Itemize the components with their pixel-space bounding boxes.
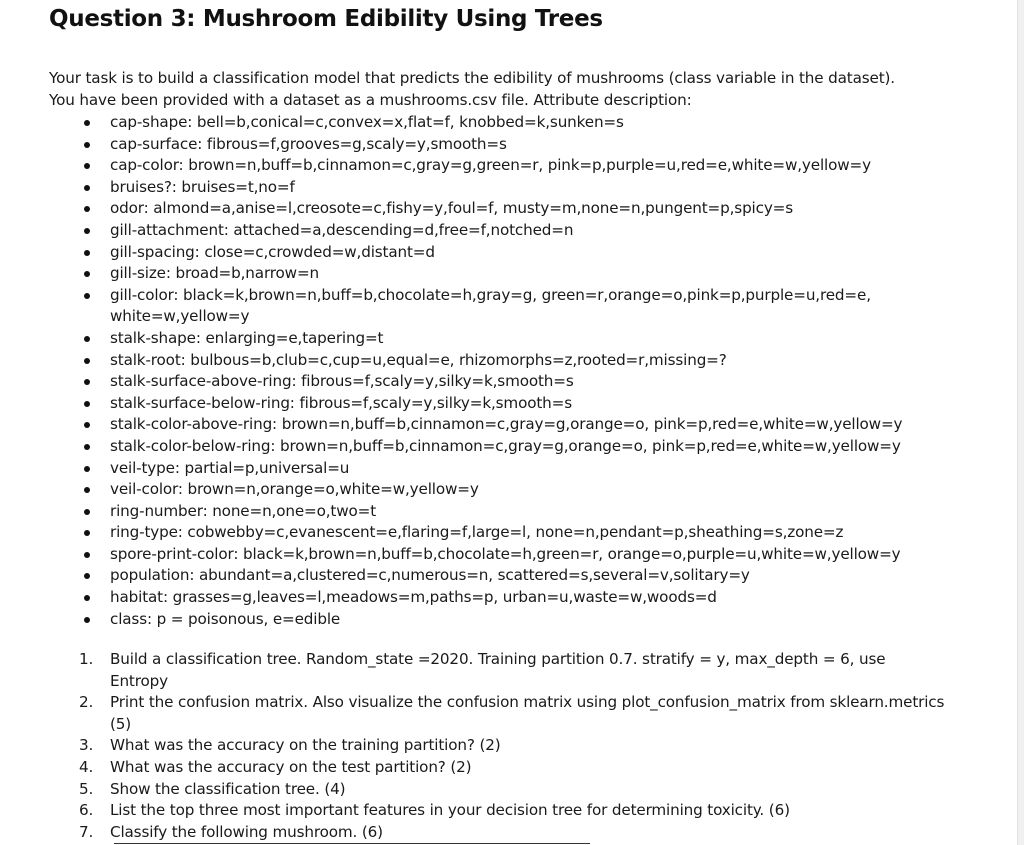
attribute-item [0, 285, 940, 328]
task-text: Show the classification tree. (4) [110, 779, 346, 798]
task-item [0, 757, 945, 779]
attribute-item [0, 522, 940, 544]
attribute-item [0, 220, 940, 242]
question-title: Question 3: Mushroom Edibility Using Trees [49, 6, 603, 32]
attribute-text: stalk-color-above-ring: brown=n,buff=b,cinnamon=c,gray=g,orange=o, pink=p,red=e,white=w,yellow=y [110, 415, 903, 434]
attribute-item [0, 609, 940, 631]
attribute-text: bruises?: bruises=t,no=f [110, 177, 295, 196]
bullet-icon [84, 185, 90, 191]
task-text: List the top three most important features in your decision tree for determining toxicity. (6) [110, 801, 790, 820]
bullet-icon [84, 509, 90, 515]
attribute-item [0, 263, 940, 285]
attribute-text: stalk-color-below-ring: brown=n,buff=b,cinnamon=c,gray=g,orange=o, pink=p,red=e,white=w,yellow=y [110, 436, 901, 455]
bullet-icon [84, 336, 90, 342]
bullet-icon [84, 401, 90, 407]
task-text: What was the accuracy on the training partition? (2) [110, 736, 501, 755]
task-number: 1. [79, 650, 94, 668]
bullet-icon [84, 206, 90, 212]
bullet-icon [84, 250, 90, 256]
attribute-text: gill-spacing: close=c,crowded=w,distant=d [110, 242, 435, 261]
attribute-item [0, 350, 940, 372]
bullet-icon [84, 271, 90, 277]
intro-line: You have been provided with a dataset as a mushrooms.csv file. Attribute description: [49, 90, 692, 109]
task-item [0, 649, 945, 692]
bullet-icon [84, 120, 90, 126]
bullet-icon [84, 530, 90, 536]
attribute-text: habitat: grasses=g,leaves=l,meadows=m,paths=p, urban=u,waste=w,woods=d [110, 588, 717, 607]
task-item [0, 735, 945, 757]
attribute-item [0, 587, 940, 609]
attribute-item [0, 458, 940, 480]
attribute-item [0, 479, 940, 501]
attribute-text: stalk-surface-above-ring: fibrous=f,scaly=y,silky=k,smooth=s [110, 372, 574, 391]
task-list [0, 649, 945, 843]
bullet-icon [84, 444, 90, 450]
bullet-icon [84, 379, 90, 385]
task-number: 7. [79, 822, 94, 841]
task-number: 3. [79, 736, 94, 755]
task-item [0, 779, 945, 801]
task-item [0, 800, 945, 822]
task-item [0, 692, 945, 735]
attribute-item [0, 134, 940, 156]
attribute-item [0, 328, 940, 350]
attribute-text: odor: almond=a,anise=l,creosote=c,fishy=y,foul=f, musty=m,none=n,pungent=p,spicy=s [110, 199, 794, 218]
attribute-list [0, 112, 940, 630]
attribute-item [0, 177, 940, 199]
attribute-item [0, 501, 940, 523]
task-number: 4. [79, 757, 94, 776]
scrollbar-track[interactable] [1017, 0, 1024, 845]
attribute-text: gill-size: broad=b,narrow=n [110, 264, 319, 283]
attribute-text: cap-color: brown=n,buff=b,cinnamon=c,gray=g,green=r, pink=p,purple=u,red=e,white=w,yellow=y [110, 156, 871, 175]
bullet-icon [84, 617, 90, 623]
attribute-text: spore-print-color: black=k,brown=n,buff=b,chocolate=h,green=r, orange=o,purple=u,white=w,yellow=y [110, 544, 901, 563]
attribute-text: ring-type: cobwebby=c,evanescent=e,flaring=f,large=l, none=n,pendant=p,sheathing=s,zone=z [110, 523, 844, 542]
task-item [0, 822, 945, 844]
attribute-text: veil-type: partial=p,universal=u [110, 458, 350, 477]
task-number: 6. [79, 801, 94, 820]
task-text: Classify the following mushroom. (6) [110, 822, 383, 841]
table-top-border [114, 843, 590, 844]
bullet-icon [84, 358, 90, 364]
task-text: What was the accuracy on the test partition? (2) [110, 757, 472, 776]
attribute-item [0, 112, 940, 134]
attribute-text: cap-shape: bell=b,conical=c,convex=x,flat=f, knobbed=k,sunken=s [110, 113, 624, 131]
bullet-icon [84, 142, 90, 148]
bullet-icon [84, 595, 90, 601]
attribute-text: stalk-surface-below-ring: fibrous=f,scaly=y,silky=k,smooth=s [110, 393, 572, 412]
attribute-item [0, 436, 940, 458]
attribute-item [0, 393, 940, 415]
intro-paragraph [49, 68, 989, 111]
task-text: Print the confusion matrix. Also visualize the confusion matrix using plot_confusion_matrix from sklearn.metrics (5) [110, 693, 945, 733]
attribute-item [0, 242, 940, 264]
bullet-icon [84, 466, 90, 472]
attribute-text: ring-number: none=n,one=o,two=t [110, 501, 377, 520]
attribute-text: gill-color: black=k,brown=n,buff=b,chocolate=h,gray=g, green=r,orange=o,pink=p,purple=u,red=e, white=w,yellow=y [110, 285, 871, 326]
task-text: Build a classification tree. Random_state =2020. Training partition 0.7. stratify = y, max_depth = 6, use Entropy [110, 650, 886, 690]
attribute-item [0, 565, 940, 587]
bullet-icon [84, 293, 90, 299]
bullet-icon [84, 573, 90, 579]
attribute-item [0, 371, 940, 393]
attribute-text: stalk-root: bulbous=b,club=c,cup=u,equal=e, rhizomorphs=z,rooted=r,missing=? [110, 350, 727, 369]
task-number: 2. [79, 693, 94, 712]
bullet-icon [84, 552, 90, 558]
attribute-text: gill-attachment: attached=a,descending=d,free=f,notched=n [110, 220, 574, 239]
attribute-item [0, 414, 940, 436]
attribute-text: cap-surface: fibrous=f,grooves=g,scaly=y,smooth=s [110, 134, 507, 153]
bullet-icon [84, 487, 90, 493]
attribute-item [0, 198, 940, 220]
attribute-text: class: p = poisonous, e=edible [110, 609, 341, 628]
bullet-icon [84, 422, 90, 428]
attribute-item [0, 155, 940, 177]
attribute-text: population: abundant=a,clustered=c,numerous=n, scattered=s,several=v,solitary=y [110, 566, 750, 585]
attribute-text: veil-color: brown=n,orange=o,white=w,yellow=y [110, 480, 479, 499]
bullet-icon [84, 228, 90, 234]
task-number: 5. [79, 779, 94, 798]
attribute-text: stalk-shape: enlarging=e,tapering=t [110, 328, 384, 347]
bullet-icon [84, 163, 90, 169]
intro-line: Your task is to build a classification model that predicts the edibility of mushrooms (class variable in the dataset). [49, 69, 895, 87]
attribute-item [0, 544, 940, 566]
